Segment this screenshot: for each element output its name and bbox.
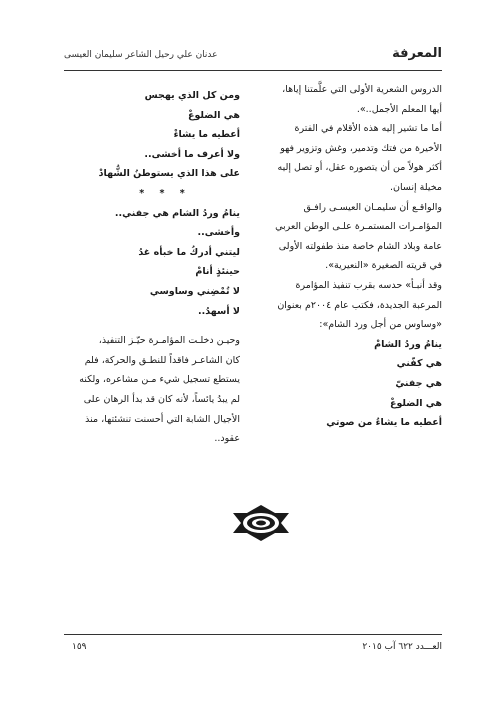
page-header bbox=[64, 46, 442, 68]
text-line: وقد أنبـأ» حدسه بقرب تنفيذ المؤامرة bbox=[295, 279, 442, 291]
text-line: هي الضلوعْ bbox=[389, 397, 442, 409]
text-line: وأخشى.. bbox=[197, 227, 240, 239]
text-line: المرعبة الجديدة، فكتب عام ٢٠٠٤م بعنوان bbox=[277, 299, 442, 311]
text-line: أيها المعلم الأجمل..». bbox=[356, 103, 442, 115]
text-line: مخيلة إنسان. bbox=[390, 181, 442, 193]
text-line: الدروس الشعرية الأولى التي علَّمتنا إياها، bbox=[282, 84, 442, 95]
text-line: في قريته الصغيرة «النعيرية». bbox=[325, 260, 442, 272]
text-line: وحيـن دخلـت المؤامـرة حيّـز التنفيذ، bbox=[98, 335, 240, 347]
text-line: أكثر هولاً من أن يتصوره عقل، أو تصل إليه bbox=[277, 162, 442, 174]
text-line: * * * bbox=[139, 187, 191, 199]
magazine-logo: المعرفة bbox=[392, 46, 442, 61]
page-footer bbox=[64, 642, 442, 658]
text-line: هي الضلوعْ bbox=[187, 109, 240, 121]
text-line: يستطع تسجيل شيء مـن مشاعره، ولكنه bbox=[79, 374, 240, 386]
text-line: لا أسهدُ.. bbox=[198, 305, 240, 317]
text-line: أما ما تشير إليه هذه الأقلام في الفترة bbox=[294, 123, 442, 135]
text-line: أعطيه ما يشاءْ bbox=[173, 129, 240, 141]
text-line: ومن كل الذي يهجس bbox=[144, 90, 240, 101]
running-title: عدنان علي رحيل الشاعر سليمان العيسى bbox=[64, 50, 218, 60]
text-line: «وساوس من أجل ورد الشام»: bbox=[319, 319, 442, 331]
text-line: ينامُ وردُ الشام هي جفني.. bbox=[114, 207, 240, 219]
text-line: أعطيه ما يشاءُ من صوتي bbox=[326, 417, 442, 429]
text-line: هي جفنيّ bbox=[395, 377, 442, 389]
text-line bbox=[60, 321, 240, 331]
header-rule bbox=[64, 70, 442, 71]
text-line: الأخيرة من فتك وتدمير، وغش وتزوير فهو bbox=[280, 142, 442, 154]
footer-rule bbox=[64, 634, 442, 635]
right-column bbox=[247, 80, 442, 433]
text-line: المؤامـرات المستمـرة علـى الوطن العربي bbox=[275, 221, 442, 233]
text-line: على هذا الذي يستوطنُ الشُّهادْ bbox=[98, 168, 240, 180]
text-line: عامة وبلاد الشام خاصة منذ طفولته الأولى bbox=[278, 240, 442, 252]
text-line: لم يبدُ يائساً، لأنه كان قد بدأ الرهان على bbox=[83, 393, 240, 405]
page-number: ١٥٩ bbox=[72, 642, 87, 652]
text-line: الأجيال الشابة التي أحسنت تنشئتها، منذ bbox=[85, 413, 240, 425]
text-line: كان الشاعـر فاقداً للنطـق والحركة، فلم bbox=[84, 354, 240, 366]
ornament-icon bbox=[231, 503, 291, 543]
text-line: ينامُ وردُ الشامْ bbox=[374, 338, 442, 350]
text-line: والواقـع أن سليمـان العيسـى رافـق bbox=[303, 201, 442, 213]
left-column bbox=[60, 86, 240, 449]
text-line: عقود.. bbox=[214, 433, 240, 445]
text-line: هي كفّني bbox=[396, 358, 442, 370]
text-line: ولا أعرف ما أخشى.. bbox=[144, 148, 240, 160]
issue-label: العـــدد ٦٢٢ آب ٢٠١٥ bbox=[362, 642, 442, 652]
text-line: لا تُمْضِني وساوسي bbox=[149, 285, 240, 297]
text-line: حينئذٍ أنامْ bbox=[195, 266, 240, 278]
text-line: ليتني أدركُ ما خبأه غدُ bbox=[138, 246, 240, 258]
